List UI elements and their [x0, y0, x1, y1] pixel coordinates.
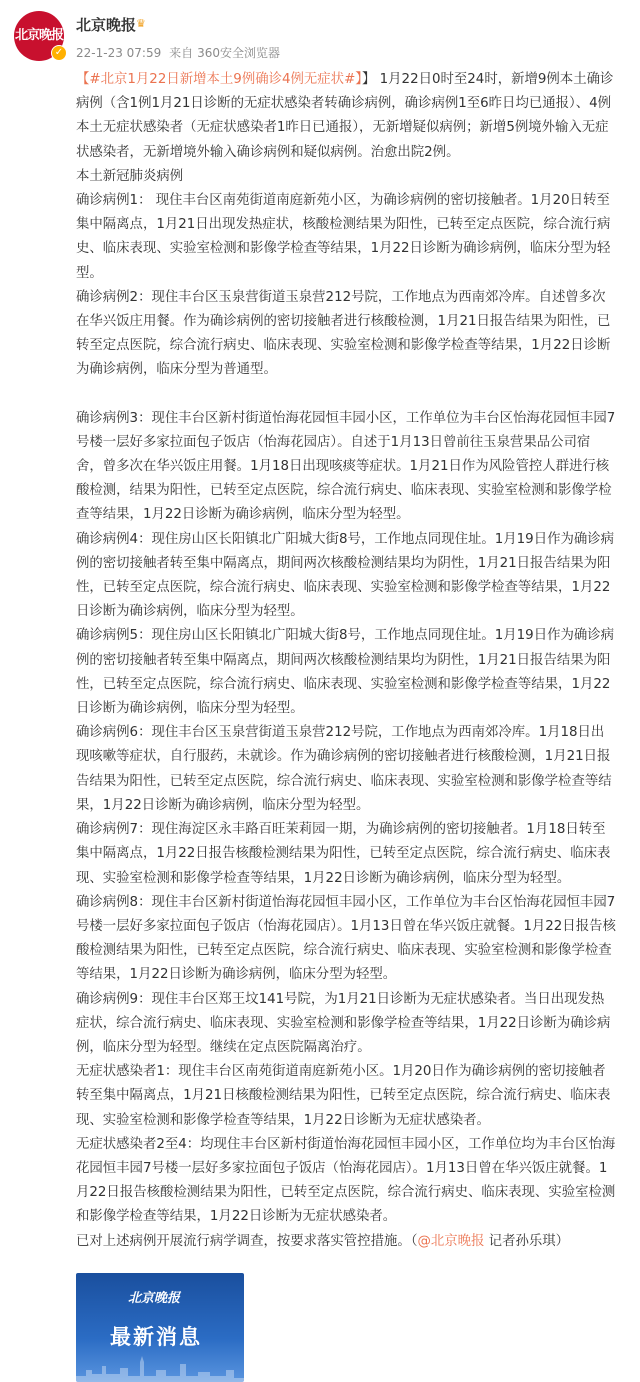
- intro-text: 】 1月22日0时至24时，新增9例本土确诊病例（含1例1月21日诊断的无症状感染者转确诊病例，确诊病例1至6昨日均已通报）、4例本土无症状感染者（无症状感染者1昨日已通报），无新增疑似病例；新增5例境外输入无症状感染者，无新增境外输入确诊病例和疑似病例。治愈出院2例。: [76, 72, 614, 160]
- crown-icon: ♛: [136, 17, 146, 30]
- closing-text: 已对上述病例开展流行病学调查，按要求落实管控措施。（: [76, 1233, 418, 1249]
- post-meta: [76, 44, 284, 61]
- spacer: [76, 383, 616, 407]
- closing-paragraph: [76, 1230, 616, 1254]
- avatar[interactable]: 北京晚报: [14, 11, 64, 61]
- case-8: 确诊病例8：现住丰台区新村街道怡海花园恒丰园小区，工作单位为丰台区怡海花园恒丰园7号楼一层好多家拉面包子饭店（怡海花园店）。1月13日曾在华兴饭庄就餐。1月22日报告核酸检测结果为阳性，已转至定点医院，综合流行病史、临床表现、实验室检测和影像学检查等结果，1月22日诊断为确诊病例，临床分型为轻型。: [76, 894, 616, 983]
- asymptomatic-2-4: 无症状感染者2至4：均现住丰台区新村街道怡海花园恒丰园小区，工作单位均为丰台区怡海花园恒丰园7号楼一层好多家拉面包子饭店（怡海花园店）。1月13日曾在华兴饭庄就餐。1月22日报告核酸检测结果为阳性，已转至定点医院，综合流行病史、临床表现、实验室检测和影像学检查等结果，1月22日诊断为无症状感染者。: [76, 1136, 616, 1225]
- hashtag-link[interactable]: #北京1月22日新增本土9例确诊4例无症状#: [89, 72, 356, 87]
- case-4: 确诊病例4：现住房山区长阳镇北广阳城大街8号，工作地点同现住址。1月19日作为确诊病例的密切接触者转至集中隔离点，期间两次核酸检测结果均为阴性，1月21日报告结果为阳性，已转至定点医院，综合流行病史、临床表现、实验室检测和影像学检查等结果，1月22日诊断为确诊病例，临床分型为轻型。: [76, 531, 615, 620]
- asymptomatic-1: 无症状感染者1：现住丰台区南苑街道南庭新苑小区。1月20日作为确诊病例的密切接触者转至集中隔离点，1月21日核酸检测结果为阳性，已转至定点医院，综合流行病史、临床表现、实验室检测和影像学检查等结果，1月22日诊断为无症状感染者。: [76, 1064, 611, 1128]
- bracket-open: 【: [76, 72, 90, 87]
- post-date[interactable]: 22-1-23 07:59: [76, 46, 162, 60]
- verified-badge-icon: ✓: [51, 45, 67, 61]
- section-heading: 本土新冠肺炎病例: [76, 168, 184, 184]
- image-title: 最新消息: [110, 1325, 202, 1349]
- intro-paragraph: [76, 68, 616, 165]
- case-7: 确诊病例7：现住海淀区永丰路百旺茉莉园一期，为确诊病例的密切接触者。1月18日转至集中隔离点，1月22日报告核酸检测结果为阳性，已转至定点医院，综合流行病史、临床表现、实验室检测和影像学检查等结果，1月22日诊断为确诊病例，临床分型为轻型。: [76, 822, 611, 886]
- post-body: [76, 68, 616, 1254]
- reporter-credit: 记者孙乐琪）: [484, 1233, 570, 1249]
- case-3: 确诊病例3：现住丰台区新村街道怡海花园恒丰园小区，工作单位为丰台区怡海花园恒丰园7号楼一层好多家拉面包子饭店（怡海花园店）。自述于1月13日曾前往玉泉营果品公司宿舍，曾多次在华兴饭庄用餐。1月18日出现咳痰等症状。1月21日作为风险管控人群进行核酸检测，结果为阳性，已转至定点医院，综合流行病史、临床表现、实验室检测和影像学检查等结果，1月22日诊断为确诊病例，临床分型为轻型。: [76, 410, 616, 523]
- source-prefix: 来自: [169, 46, 194, 60]
- case-6: 确诊病例6：现住丰台区玉泉营街道玉泉营212号院，工作地点为西南郊冷库。1月18日出现咳嗽等症状，自行服药，未就诊。作为确诊病例的密切接触者进行核酸检测，1月21日报告结果为阳性，已转至定点医院，综合流行病史、临床表现、实验室检测和影像学检查等结果，1月22日诊断为确诊病例，临床分型为轻型。: [76, 725, 612, 813]
- mention-link[interactable]: @北京晚报: [417, 1233, 485, 1249]
- case-1: 确诊病例1： 现住丰台区南苑街道南庭新苑小区，为确诊病例的密切接触者。1月20日转至集中隔离点，1月21日出现发热症状，核酸检测结果为阳性，已转至定点医院，综合流行病史、临床表现、实验室检测和影像学检查等结果，1月22日诊断为确诊病例，临床分型为轻型。: [76, 193, 611, 281]
- skyline-graphic: [76, 1352, 244, 1382]
- case-2: 确诊病例2：现住丰台区玉泉营街道玉泉营212号院，工作地点为西南郊冷库。自述曾多次在华兴饭庄用餐。作为确诊病例的密切接触者进行核酸检测，1月21日报告结果为阳性，已转至定点医院，综合流行病史、临床表现、实验室检测和影像学检查等结果，1月22日诊断为确诊病例，临床分型为普通型。: [76, 289, 611, 378]
- case-9: 确诊病例9：现住丰台区郑王坟141号院，为1月21日诊断为无症状感染者。当日出现发热症状，综合流行病史、临床表现、实验室检测和影像学检查等结果，1月22日诊断为确诊病例，临床分型为轻型。继续在定点医院隔离治疗。: [76, 991, 611, 1055]
- case-5: 确诊病例5：现住房山区长阳镇北广阳城大街8号，工作地点同现住址。1月19日作为确诊病例的密切接触者转至集中隔离点，期间两次核酸检测结果均为阴性，1月21日报告结果为阳性，已转至定点医院，综合流行病史、临床表现、实验室检测和影像学检查等结果，1月22日诊断为确诊病例，临床分型为轻型。: [76, 628, 615, 717]
- post-image[interactable]: [76, 1273, 244, 1382]
- post-source: 360安全浏览器: [197, 46, 280, 60]
- image-logo: 北京晚报: [128, 1291, 181, 1306]
- bracket-close: 】: [355, 72, 362, 87]
- author-name[interactable]: 北京晚报: [76, 16, 137, 34]
- post-header: [0, 0, 640, 64]
